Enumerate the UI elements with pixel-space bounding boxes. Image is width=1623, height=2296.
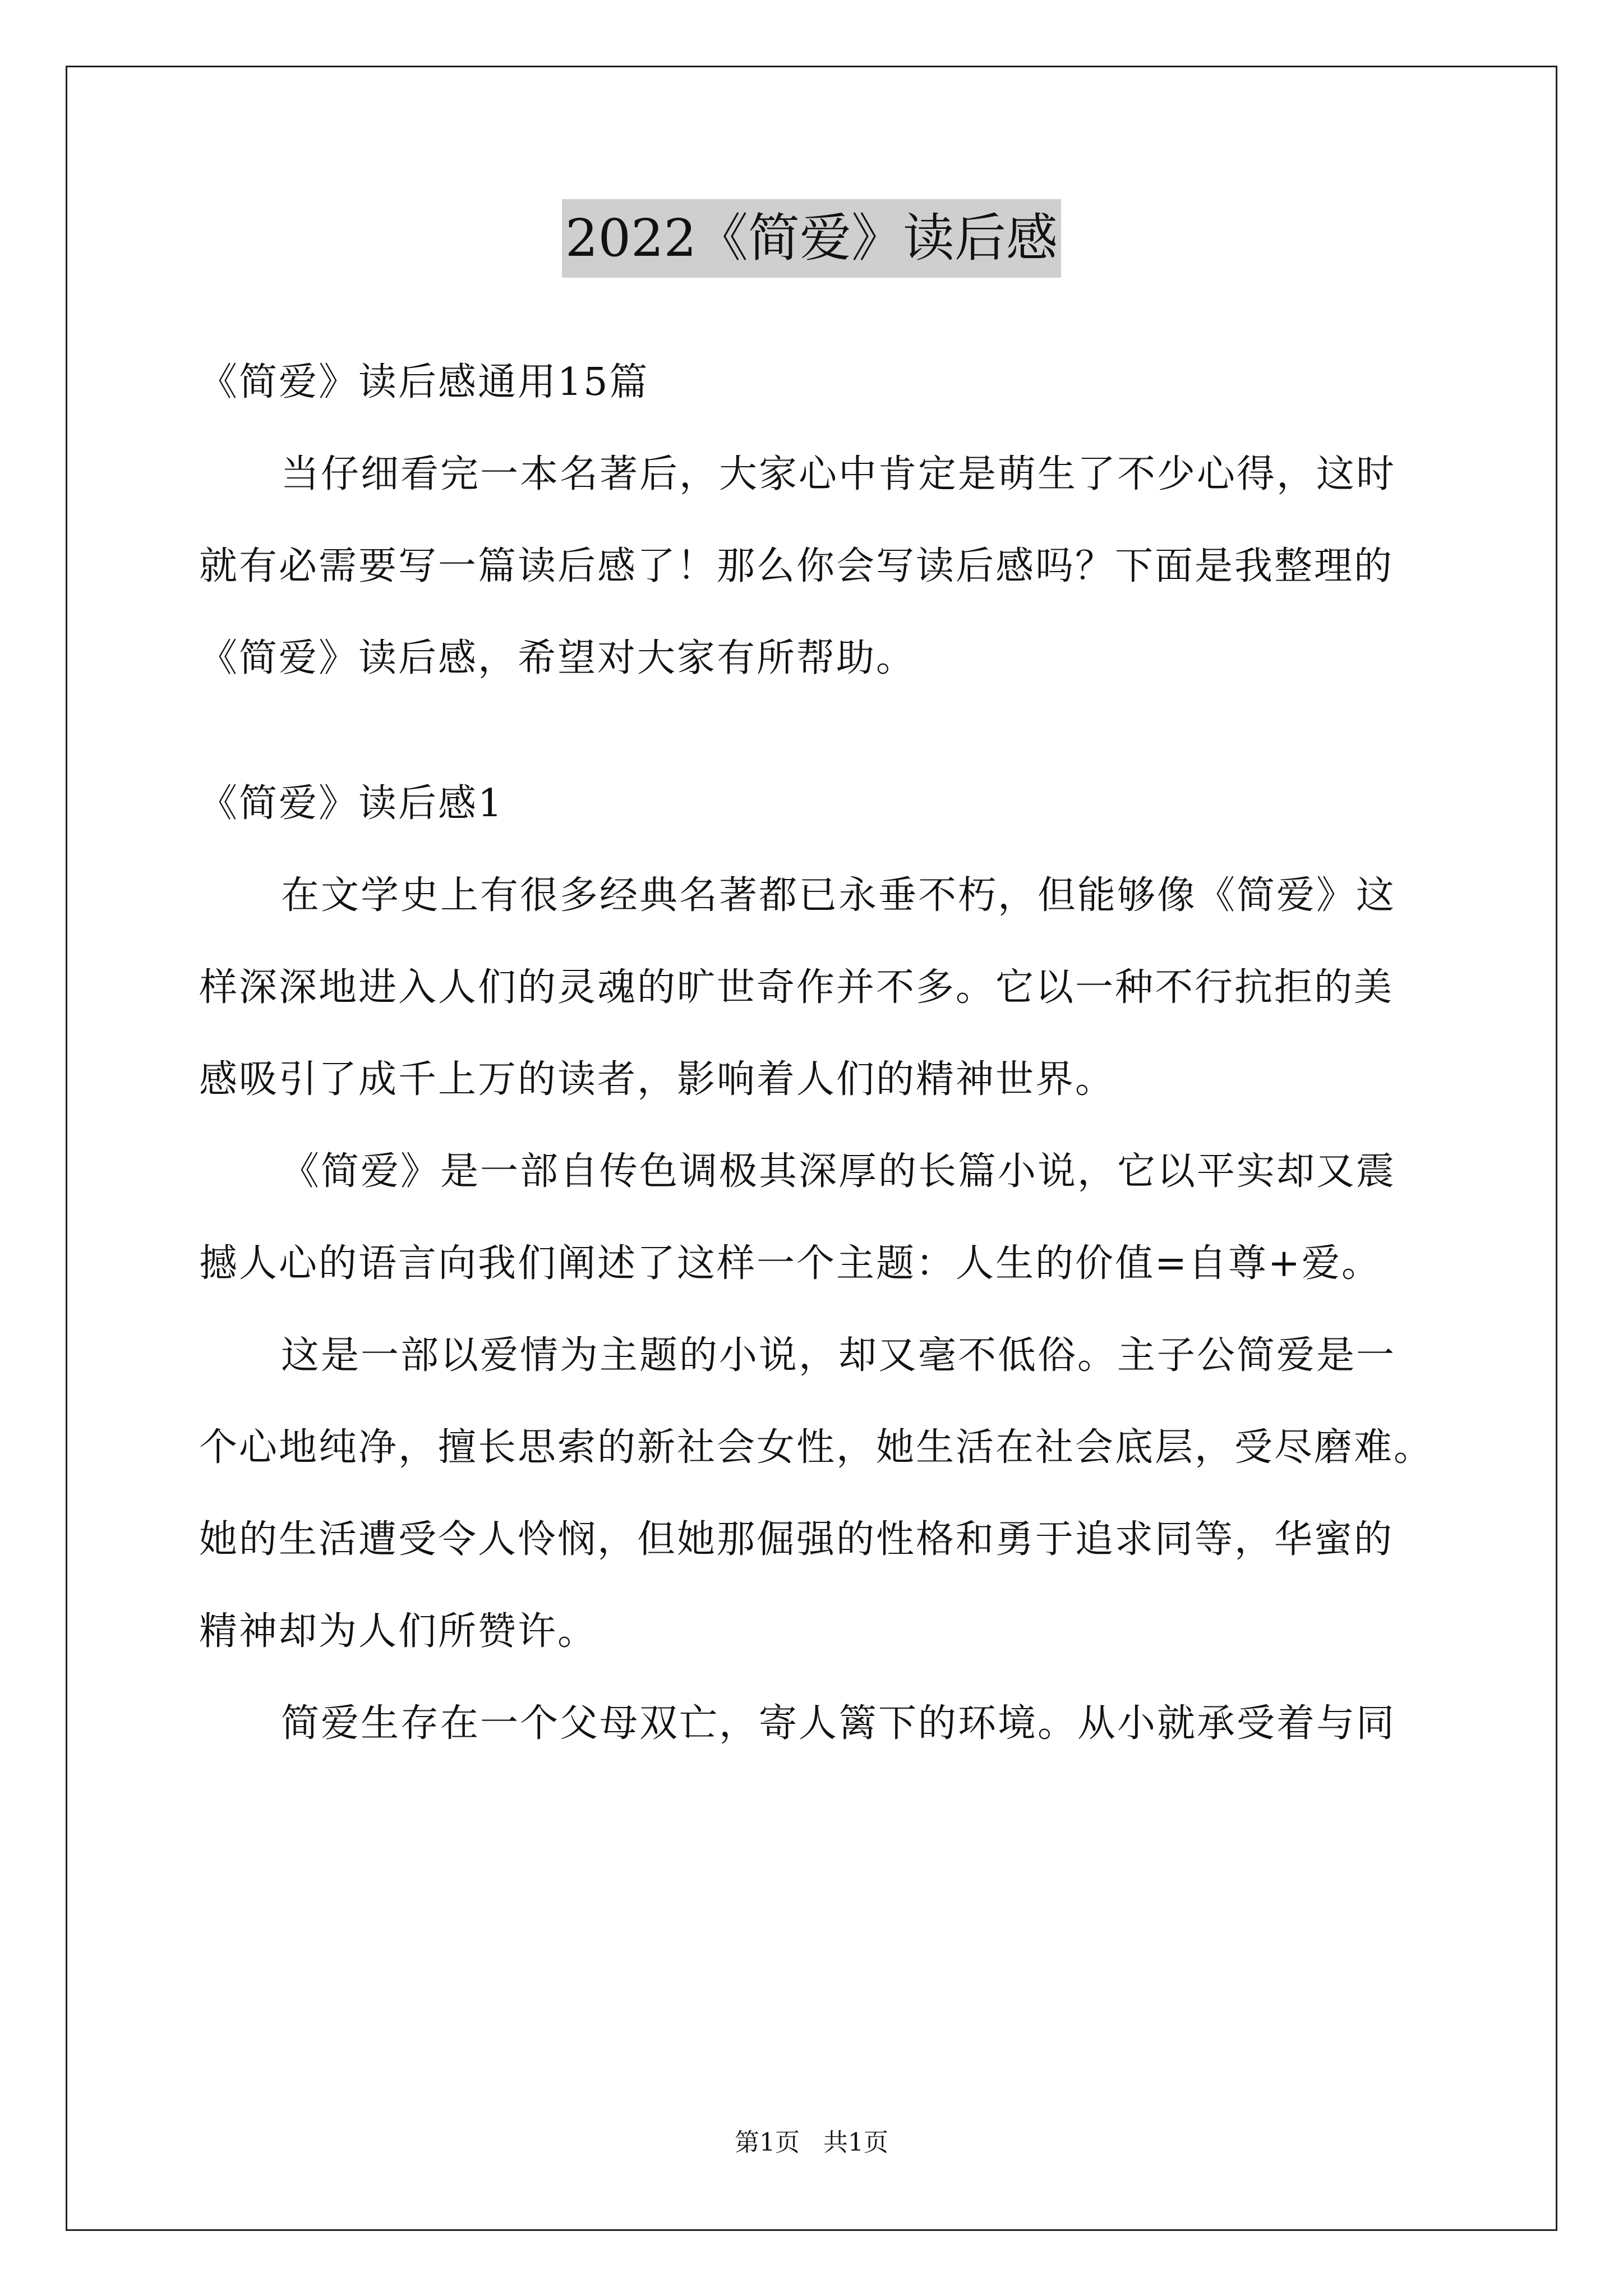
body-line: 个心地纯净，擅长思索的新社会女性，她生活在社会底层，受尽磨难。: [199, 1425, 1434, 1470]
body-line: 这是一部以爱情为主题的小说，却又毫不低俗。主子公简爱是一: [281, 1333, 1396, 1378]
body-line: 感吸引了成千上万的读者，影响着人们的精神世界。: [199, 1057, 1115, 1102]
page-footer: [0, 2126, 1623, 2160]
page-total: 共1页: [823, 2128, 888, 2157]
paragraph-gap: [199, 705, 1467, 758]
intro-line: 当仔细看完一本名著后，大家心中肯定是萌生了不少心得，这时: [281, 452, 1396, 496]
page-number: 第1页: [735, 2128, 800, 2157]
body-line: 样深深地进入人们的灵魂的旷世奇作并不多。它以一种不行抗拒的美: [199, 965, 1394, 1010]
body-line: 在文学史上有很多经典名著都已永垂不朽，但能够像《简爱》这: [281, 873, 1396, 918]
document-subtitle: 《简爱》读后感通用15篇: [199, 360, 649, 404]
document-title: 2022《简爱》读后感: [562, 199, 1061, 278]
title-container: [0, 199, 1623, 278]
body-line: 她的生活遭受令人怜悯，但她那倔强的性格和勇于追求同等，华蜜的: [199, 1517, 1394, 1562]
intro-line: 《简爱》读后感，希望对大家有所帮助。: [199, 636, 916, 680]
body-line: 精神却为人们所赞许。: [199, 1609, 598, 1654]
intro-line: 就有必需要写一篇读后感了！那么你会写读后感吗？下面是我整理的: [199, 544, 1394, 588]
body-line: 简爱生存在一个父母双亡，寄人篱下的环境。从小就承受着与同: [281, 1701, 1396, 1746]
document-body: [199, 337, 1467, 1770]
body-line: 《简爱》是一部自传色调极其深厚的长篇小说，它以平实却又震: [281, 1149, 1396, 1194]
body-line: 撼人心的语言向我们阐述了这样一个主题：人生的价值=自尊+爱。: [199, 1241, 1381, 1286]
section-heading: 《简爱》读后感1: [199, 781, 504, 826]
